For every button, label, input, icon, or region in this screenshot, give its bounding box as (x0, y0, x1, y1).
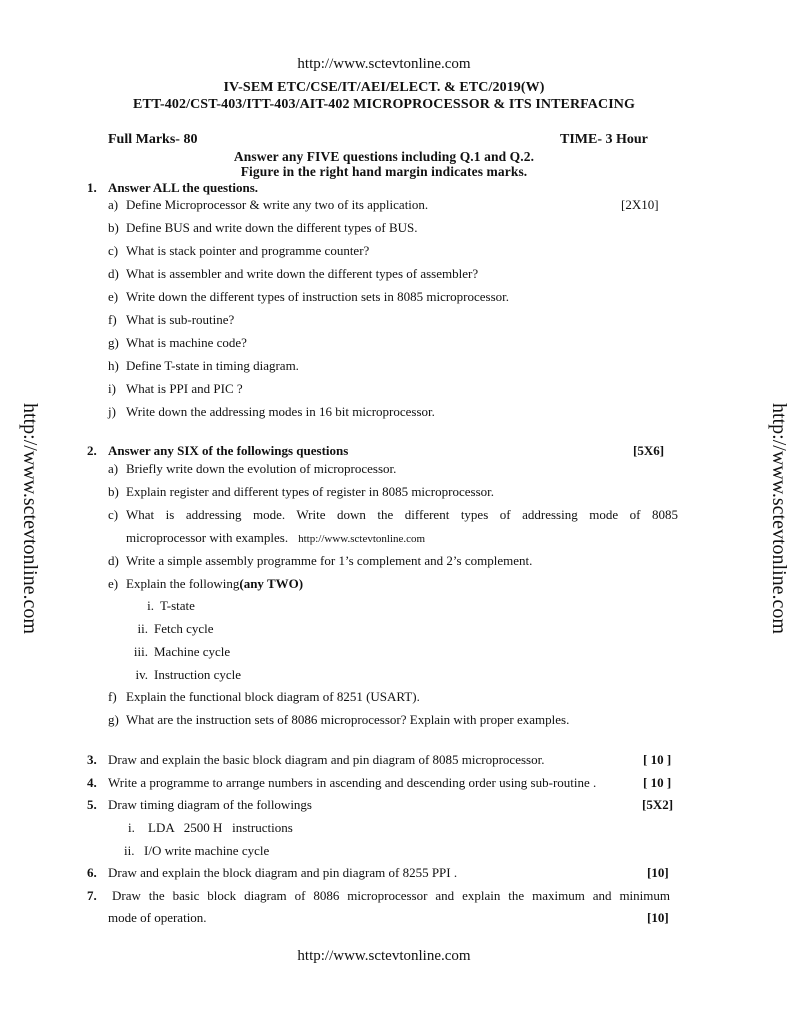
q2-item-text: Explain register and different types of register in 8085 microprocessor. (126, 484, 494, 499)
subitem-label: i. (147, 598, 154, 613)
exam-header-line2: ETT-402/CST-403/ITT-403/AIT-402 MICROPROCESSOR & ITS INTERFACING (133, 97, 635, 112)
q1-item-label: d) (108, 266, 119, 281)
q1-item-label: c) (108, 243, 119, 258)
footer-url: http://www.sctevtonline.com (297, 948, 471, 964)
q1-item-j (108, 404, 435, 420)
q2-title: Answer any SIX of the followings questions (108, 443, 349, 458)
q1-item-label: b) (108, 220, 119, 235)
q2-e-subitem-4 (126, 667, 241, 683)
full-marks: Full Marks- 80 (108, 132, 198, 147)
q1-item-i (108, 381, 243, 397)
q2-item-label: b) (108, 484, 119, 499)
q5-marks: [5X2] (642, 797, 674, 812)
q3-number: 3. (87, 752, 97, 767)
q1-item-label: i) (108, 381, 116, 396)
q1-item-label: j) (108, 404, 116, 419)
q1-item-a (108, 197, 428, 213)
right-margin-url: http://www.sctevtonline.com (767, 403, 790, 634)
q1-item-h (108, 358, 299, 374)
q1-item-text: Write down the addressing modes in 16 bit microprocessor. (126, 404, 435, 419)
q7-line1: Draw the basic block diagram of 8086 microprocessor and explain the maximum and minimum (112, 888, 670, 903)
q1-marks: [2X10] (621, 197, 659, 212)
q1-item-label: h) (108, 358, 119, 373)
q3-text: Draw and explain the basic block diagram and pin diagram of 8085 microprocessor. (108, 752, 545, 767)
q1-item-text: Write down the different types of instruction sets in 8085 microprocessor. (126, 289, 510, 304)
q1-title: Answer ALL the questions. (108, 180, 259, 195)
q1-number: 1. (87, 180, 97, 195)
q2-item-label: c) (108, 507, 119, 522)
q4-number: 4. (87, 775, 97, 790)
q6-text: Draw and explain the block diagram and pin diagram of 8255 PPI . (108, 865, 458, 880)
q2-e-subitem-2 (126, 621, 214, 637)
q2-item-b (108, 484, 494, 500)
q1-item-d (108, 266, 478, 282)
q2-number: 2. (87, 443, 97, 458)
q2-item-label: g) (108, 712, 119, 727)
q2-marks: [5X6] (633, 443, 665, 458)
subitem-label: ii. (124, 843, 135, 858)
q2-item-label: d) (108, 553, 119, 568)
q2-item-e (108, 576, 303, 592)
q1-item-text: What is stack pointer and programme counter? (126, 243, 370, 258)
time: TIME- 3 Hour (560, 132, 648, 147)
q2-item-d (108, 553, 532, 569)
q2-item-label: a) (108, 461, 119, 476)
q1-item-c (108, 243, 369, 259)
q4-marks: [ 10 ] (643, 775, 672, 790)
q7-line2: mode of operation. (108, 910, 207, 925)
inline-url: http://www.sctevtonline.com (298, 533, 426, 545)
q1-item-label: e) (108, 289, 119, 304)
subitem-text: Machine cycle (154, 644, 231, 659)
instruction-2: Figure in the right hand margin indicates marks. (240, 164, 528, 179)
q1-item-label: g) (108, 335, 119, 350)
q7-number: 7. (87, 888, 97, 903)
subitem-label: i. (128, 820, 135, 835)
q5-subitem-2 (124, 843, 269, 859)
q6-number: 6. (87, 865, 97, 880)
q2-item-emphasis: (any TWO) (239, 576, 304, 591)
q1-item-label: a) (108, 197, 119, 212)
q1-item-label: f) (108, 312, 117, 327)
q2-item-text: Write a simple assembly programme for 1’s complement and 2’s complement. (126, 553, 533, 568)
subitem-text: I/O write machine cycle (144, 843, 270, 858)
q1-item-text: What is assembler and write down the different types of assembler? (126, 266, 479, 281)
q2-item-text: What are the instruction sets of 8086 microprocessor? Explain with proper examples. (126, 712, 570, 727)
subitem-label: iii. (133, 644, 148, 659)
q2-item-text: Explain the following (126, 576, 240, 591)
q1-item-f (108, 312, 234, 328)
q1-item-text: What is sub-routine? (126, 312, 235, 327)
q2-item-text: Explain the functional block diagram of 8251 (USART). (126, 689, 420, 704)
exam-header-line1: IV-SEM ETC/CSE/IT/AEI/ELECT. & ETC/2019(W) (223, 80, 545, 95)
subitem-text: Fetch cycle (154, 621, 214, 636)
q2-item-a (108, 461, 396, 477)
subitem-text: Instruction cycle (154, 667, 241, 682)
q3-marks: [ 10 ] (643, 752, 672, 767)
q2-item-text: Briefly write down the evolution of microprocessor. (126, 461, 397, 476)
q2-item-label: e) (108, 576, 119, 591)
q2-item-f (108, 689, 420, 705)
q1-item-text: Define BUS and write down the different types of BUS. (126, 220, 418, 235)
q2-item-c-line1 (108, 507, 678, 523)
q2-item-g (108, 712, 569, 728)
q2-item-text: microprocessor with examples. (126, 530, 289, 545)
q1-item-text: Define Microprocessor & write any two of its application. (126, 197, 429, 212)
q2-item-text: What is addressing mode. Write down the different types of addressing mode of 8085 (126, 507, 678, 522)
q2-e-subitem-3 (126, 644, 230, 660)
q2-item-c-line2 (126, 530, 425, 546)
subitem-text: LDA 2500 H instructions (148, 820, 293, 835)
q1-item-b (108, 220, 417, 236)
q1-item-text: What is PPI and PIC ? (126, 381, 243, 396)
q6-marks: [10] (647, 865, 669, 880)
q1-item-text: What is machine code? (126, 335, 247, 350)
q1-item-text: Define T-state in timing diagram. (126, 358, 299, 373)
q5-number: 5. (87, 797, 97, 812)
q5-subitem-1 (128, 820, 293, 836)
q2-item-label: f) (108, 689, 117, 704)
q2-e-subitem-1 (132, 598, 195, 614)
q1-item-e (108, 289, 509, 305)
q4-text: Write a programme to arrange numbers in ascending and descending order using sub-routine . (108, 775, 597, 790)
header-url: http://www.sctevtonline.com (297, 56, 471, 72)
q5-text: Draw timing diagram of the followings (108, 797, 312, 812)
q1-item-g (108, 335, 247, 351)
q7-marks: [10] (647, 910, 669, 925)
subitem-text: T-state (160, 598, 195, 613)
subitem-label: ii. (137, 621, 148, 636)
instruction-1: Answer any FIVE questions including Q.1 and Q.2. (233, 149, 535, 164)
left-margin-url: http://www.sctevtonline.com (18, 403, 41, 634)
subitem-label: iv. (135, 667, 148, 682)
